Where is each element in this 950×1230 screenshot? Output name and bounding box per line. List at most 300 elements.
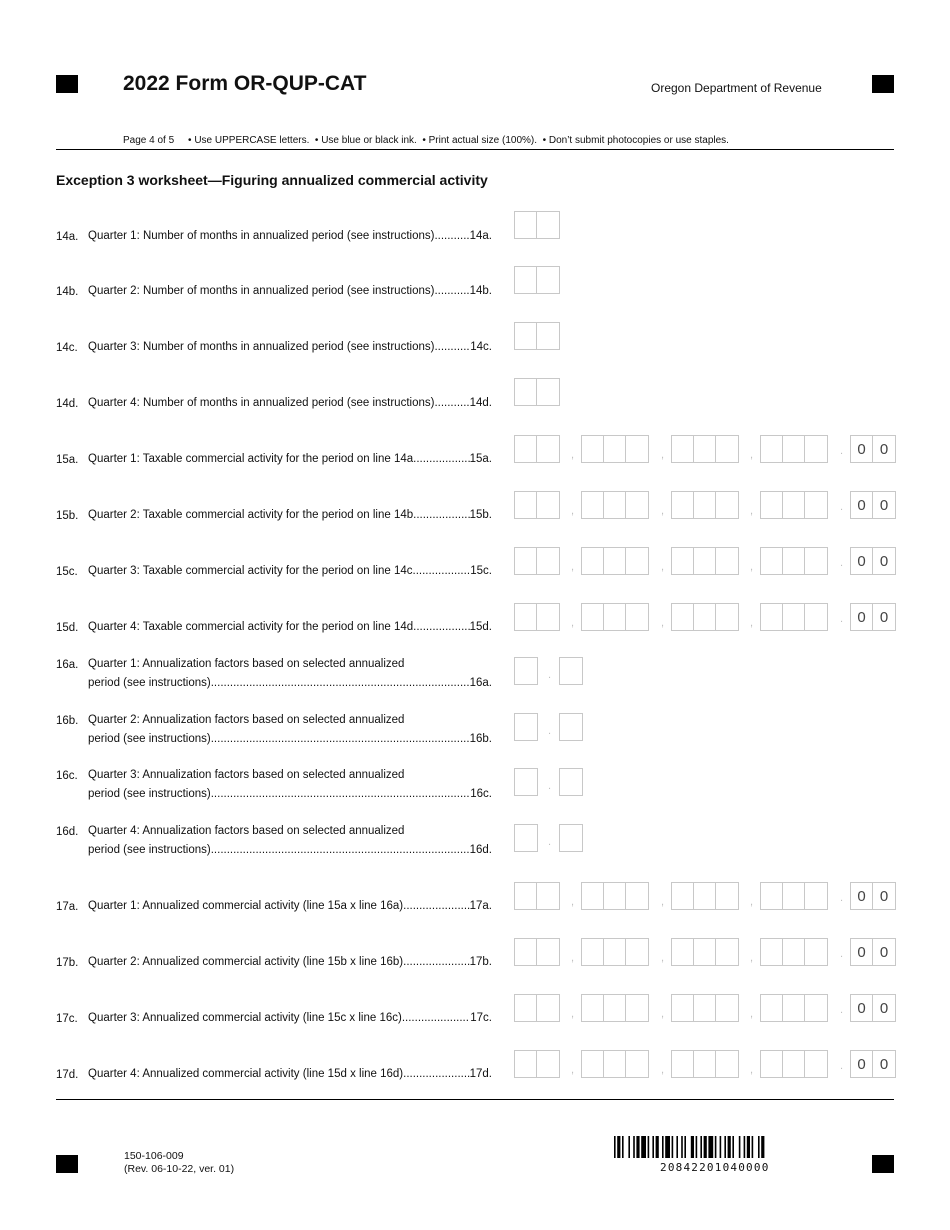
thousands-separator: , (571, 896, 575, 908)
factor-decimal-input[interactable] (559, 824, 583, 852)
factor-whole-input[interactable] (514, 657, 538, 685)
decimal-point: . (840, 445, 844, 457)
digit-box[interactable] (626, 492, 648, 518)
amount-millions-input[interactable] (514, 1050, 560, 1078)
footer-divider (56, 1099, 894, 1100)
amount-thousands-input[interactable] (671, 882, 739, 910)
line-description (88, 450, 492, 469)
line-text: Quarter 4: Taxable commercial activity for the period on line 14d (88, 621, 414, 633)
line-text: Quarter 1: Number of months in annualized period (see instructions) (88, 230, 435, 242)
digit-box[interactable] (761, 436, 783, 462)
months-input[interactable] (514, 322, 560, 350)
barcode-bar (739, 1136, 741, 1158)
barcode-bar (732, 1136, 734, 1158)
digit-box[interactable] (783, 1051, 805, 1077)
digit-box[interactable] (537, 212, 559, 238)
barcode-bar (708, 1136, 713, 1158)
digit-box[interactable] (626, 436, 648, 462)
barcode-bar (696, 1136, 698, 1158)
line-description (88, 338, 492, 357)
line-reference: 14b. (469, 285, 492, 297)
amount-millions-input[interactable] (514, 603, 560, 631)
factor-decimal-input[interactable] (559, 657, 583, 685)
digit-box[interactable] (672, 995, 694, 1021)
digit-box[interactable] (672, 883, 694, 909)
amount-cents (850, 491, 896, 519)
digit-box[interactable] (783, 883, 805, 909)
line-reference: 15d. (469, 621, 492, 633)
barcode-bar (652, 1136, 654, 1158)
line-description-main (88, 450, 492, 469)
digit-box[interactable] (537, 267, 559, 293)
amount-cents (850, 994, 896, 1022)
line-reference: 14a. (469, 230, 492, 242)
barcode-bar (724, 1136, 726, 1158)
line-number: 14d. (56, 398, 79, 410)
digit-box[interactable] (694, 436, 716, 462)
digit-box[interactable] (783, 436, 805, 462)
amount-thousands-input[interactable] (671, 435, 739, 463)
digit-box[interactable] (672, 939, 694, 965)
digit-box[interactable] (560, 825, 582, 851)
thousands-separator: , (750, 449, 754, 461)
digit-box[interactable] (805, 604, 827, 630)
thousands-separator: , (750, 1008, 754, 1020)
barcode-bar (622, 1136, 624, 1158)
decimal-point: . (840, 501, 844, 513)
digit-box[interactable] (626, 604, 648, 630)
form-revision-info (124, 1150, 234, 1176)
digit-box[interactable] (537, 492, 559, 518)
barcode-bar (758, 1136, 760, 1158)
barcode-bar (681, 1136, 683, 1158)
line-description-main (88, 562, 492, 581)
barcode-bar (662, 1136, 664, 1158)
line-text: period (see instructions) (88, 677, 211, 689)
dot-leader (211, 674, 470, 693)
line-number: 14a. (56, 231, 79, 243)
decimal-point: . (548, 669, 552, 681)
line-number: 17d. (56, 1069, 79, 1081)
digit-box[interactable] (761, 883, 783, 909)
thousands-separator: , (571, 449, 575, 461)
digit-box[interactable] (537, 323, 559, 349)
amount-hundreds-input[interactable] (760, 1050, 828, 1078)
line-text: Quarter 3: Number of months in annualized period (see instructions) (88, 341, 435, 353)
factor-whole-input[interactable] (514, 824, 538, 852)
digit-box[interactable] (582, 548, 604, 574)
decimal-point: . (840, 613, 844, 625)
dot-leader (403, 1065, 469, 1084)
digit-box[interactable] (537, 995, 559, 1021)
digit-box[interactable] (694, 939, 716, 965)
digit-box[interactable] (604, 883, 626, 909)
cents-digit: 0 (851, 883, 873, 909)
digit-box[interactable] (805, 883, 827, 909)
line-description-first (88, 655, 492, 674)
amount-thousands-input[interactable] (671, 603, 739, 631)
digit-box[interactable] (761, 492, 783, 518)
amount-hundred-thousands-input[interactable] (581, 435, 649, 463)
barcode-bar (656, 1136, 659, 1158)
months-input[interactable] (514, 211, 560, 239)
digit-box[interactable] (515, 212, 537, 238)
cents-digit: 0 (851, 604, 873, 630)
amount-hundred-thousands-input[interactable] (581, 994, 649, 1022)
line-description-main (88, 394, 492, 413)
digit-box[interactable] (515, 769, 537, 795)
barcode-bar (720, 1136, 722, 1158)
digit-box[interactable] (626, 1051, 648, 1077)
digit-box[interactable] (582, 436, 604, 462)
amount-hundred-thousands-input[interactable] (581, 603, 649, 631)
digit-box[interactable] (604, 548, 626, 574)
barcode-bar (617, 1136, 620, 1158)
digit-box[interactable] (515, 714, 537, 740)
digit-box[interactable] (783, 939, 805, 965)
digit-box[interactable] (515, 883, 537, 909)
amount-thousands-input[interactable] (671, 1050, 739, 1078)
amount-hundreds-input[interactable] (760, 882, 828, 910)
digit-box[interactable] (537, 548, 559, 574)
line-description (88, 655, 492, 693)
decimal-point: . (840, 557, 844, 569)
digit-box[interactable] (604, 1051, 626, 1077)
line-description (88, 711, 492, 749)
digit-box[interactable] (604, 995, 626, 1021)
digit-box[interactable] (604, 492, 626, 518)
factor-whole-input[interactable] (514, 713, 538, 741)
cents-digit: 0 (879, 440, 889, 458)
line-reference: 17c. (470, 1012, 492, 1024)
cents-digit: 0 (879, 608, 889, 626)
thousands-separator: , (750, 505, 754, 517)
digit-box[interactable] (582, 883, 604, 909)
digit-box[interactable] (716, 604, 738, 630)
barcode-bar (747, 1136, 750, 1158)
line-description-main (88, 227, 492, 246)
factor-decimal-input[interactable] (559, 768, 583, 796)
line-description (88, 618, 492, 637)
line-description (88, 1009, 492, 1028)
cents-digit: 0 (851, 995, 873, 1021)
line-reference: 16a. (469, 677, 492, 689)
digit-box[interactable] (515, 658, 537, 684)
digit-box[interactable] (783, 492, 805, 518)
line-description-main (88, 897, 492, 916)
line-text: Quarter 1: Annualized commercial activity (line 15a x line 16a) (88, 900, 404, 912)
line-reference: 15b. (469, 509, 492, 521)
amount-hundreds-input[interactable] (760, 994, 828, 1022)
digit-box[interactable] (694, 548, 716, 574)
dot-leader (434, 394, 469, 413)
amount-cents (850, 938, 896, 966)
digit-box[interactable] (805, 548, 827, 574)
digit-box[interactable] (672, 1051, 694, 1077)
thousands-separator: , (571, 561, 575, 573)
digit-box[interactable] (515, 267, 537, 293)
amount-cents (850, 882, 896, 910)
line-number: 15c. (56, 566, 78, 578)
digit-box[interactable] (761, 995, 783, 1021)
line-description-first (88, 822, 492, 841)
amount-cents (850, 1050, 896, 1078)
digit-box[interactable] (761, 548, 783, 574)
dot-leader (403, 953, 469, 972)
cents-digit: 0 (879, 999, 889, 1017)
digit-box[interactable] (582, 492, 604, 518)
agency-name: Oregon Department of Revenue (651, 81, 822, 95)
amount-thousands-input[interactable] (671, 994, 739, 1022)
digit-box[interactable] (515, 1051, 537, 1077)
amount-thousands-input[interactable] (671, 547, 739, 575)
line-description (88, 506, 492, 525)
barcode-bar (700, 1136, 702, 1158)
line-description (88, 953, 492, 972)
line-description-first (88, 711, 492, 730)
digit-box[interactable] (761, 604, 783, 630)
line-number: 17c. (56, 1013, 78, 1025)
digit-box[interactable] (560, 769, 582, 795)
digit-box[interactable] (716, 548, 738, 574)
digit-box[interactable] (716, 939, 738, 965)
line-reference: 16b. (469, 733, 492, 745)
line-description-main (88, 1009, 492, 1028)
dot-leader (413, 450, 469, 469)
digit-box[interactable] (515, 939, 537, 965)
digit-box[interactable] (560, 658, 582, 684)
thousands-separator: , (571, 952, 575, 964)
digit-box[interactable] (604, 604, 626, 630)
digit-box[interactable] (716, 995, 738, 1021)
amount-millions-input[interactable] (514, 994, 560, 1022)
thousands-separator: , (750, 952, 754, 964)
thousands-separator: , (750, 896, 754, 908)
dot-leader (403, 897, 469, 916)
digit-box[interactable] (694, 604, 716, 630)
digit-box[interactable] (515, 323, 537, 349)
amount-hundreds-input[interactable] (760, 603, 828, 631)
header-divider (56, 149, 894, 150)
thousands-separator: , (661, 952, 665, 964)
dot-leader (211, 841, 470, 860)
revision-date: (Rev. 06-10-22, ver. 01) (124, 1163, 235, 1175)
digit-box[interactable] (694, 883, 716, 909)
cents-digit: 0 (851, 1051, 873, 1077)
digit-box[interactable] (515, 825, 537, 851)
thousands-separator: , (661, 505, 665, 517)
digit-box[interactable] (626, 883, 648, 909)
registration-mark-bottom-left (56, 1155, 78, 1173)
amount-hundred-thousands-input[interactable] (581, 1050, 649, 1078)
thousands-separator: , (661, 561, 665, 573)
line-description-main (88, 1065, 492, 1084)
digit-box[interactable] (805, 995, 827, 1021)
line-reference: 14c. (470, 341, 492, 353)
digit-box[interactable] (694, 492, 716, 518)
digit-box[interactable] (716, 883, 738, 909)
amount-millions-input[interactable] (514, 547, 560, 575)
amount-thousands-input[interactable] (671, 938, 739, 966)
amount-hundreds-input[interactable] (760, 547, 828, 575)
factor-decimal-input[interactable] (559, 713, 583, 741)
line-description-main (88, 282, 492, 301)
cents-digit: 0 (851, 436, 873, 462)
months-input[interactable] (514, 266, 560, 294)
digit-box[interactable] (537, 939, 559, 965)
line-description-main (88, 841, 492, 860)
decimal-point: . (840, 1004, 844, 1016)
line-number: 17b. (56, 957, 79, 969)
digit-box[interactable] (672, 492, 694, 518)
line-text: Quarter 1: Taxable commercial activity for the period on line 14a (88, 453, 414, 465)
line-description (88, 1065, 492, 1084)
barcode-bar (761, 1136, 764, 1158)
digit-box[interactable] (672, 604, 694, 630)
amount-hundreds-input[interactable] (760, 938, 828, 966)
digit-box[interactable] (515, 604, 537, 630)
line-description-first (88, 766, 492, 785)
digit-box[interactable] (537, 604, 559, 630)
amount-millions-input[interactable] (514, 882, 560, 910)
digit-box[interactable] (672, 548, 694, 574)
digit-box[interactable] (805, 436, 827, 462)
amount-hundred-thousands-input[interactable] (581, 547, 649, 575)
line-number: 15d. (56, 622, 79, 634)
barcode-bar (633, 1136, 635, 1158)
barcode-bar (636, 1136, 639, 1158)
line-description (88, 897, 492, 916)
months-input[interactable] (514, 378, 560, 406)
digit-box[interactable] (537, 883, 559, 909)
amount-millions-input[interactable] (514, 491, 560, 519)
digit-box[interactable] (515, 995, 537, 1021)
line-reference: 16c. (470, 788, 492, 800)
registration-mark-bottom-right (872, 1155, 894, 1173)
digit-box[interactable] (716, 1051, 738, 1077)
page-instructions: Page 4 of 5 • Use UPPERCASE letters. • Use blue or black ink. • Print actual size (100%). • Don’t submit photocopies or use staples. (123, 135, 729, 146)
digit-box[interactable] (515, 436, 537, 462)
barcode-bar (704, 1136, 707, 1158)
thousands-separator: , (661, 1008, 665, 1020)
digit-box[interactable] (694, 995, 716, 1021)
digit-box[interactable] (537, 379, 559, 405)
digit-box[interactable] (783, 995, 805, 1021)
line-description (88, 766, 492, 804)
digit-box[interactable] (761, 1051, 783, 1077)
barcode-bar (684, 1136, 686, 1158)
amount-thousands-input[interactable] (671, 491, 739, 519)
line-description-main (88, 338, 492, 357)
line-number: 14c. (56, 342, 78, 354)
digit-box[interactable] (805, 939, 827, 965)
thousands-separator: , (661, 617, 665, 629)
dot-leader (434, 227, 469, 246)
decimal-point: . (840, 948, 844, 960)
digit-box[interactable] (672, 436, 694, 462)
line-text: period (see instructions) (88, 733, 211, 745)
digit-box[interactable] (515, 492, 537, 518)
amount-hundred-thousands-input[interactable] (581, 938, 649, 966)
registration-mark-top-right (872, 75, 894, 93)
line-text: Quarter 2: Annualization factors based on selected annualized (88, 714, 405, 726)
digit-box[interactable] (515, 548, 537, 574)
digit-box[interactable] (582, 995, 604, 1021)
thousands-separator: , (571, 617, 575, 629)
digit-box[interactable] (537, 436, 559, 462)
line-reference: 17a. (469, 900, 492, 912)
digit-box[interactable] (805, 1051, 827, 1077)
barcode-bar (648, 1136, 650, 1158)
digit-box[interactable] (560, 714, 582, 740)
digit-box[interactable] (626, 995, 648, 1021)
line-text: Quarter 2: Taxable commercial activity for the period on line 14b (88, 509, 414, 521)
digit-box[interactable] (761, 939, 783, 965)
amount-hundred-thousands-input[interactable] (581, 491, 649, 519)
amount-millions-input[interactable] (514, 938, 560, 966)
digit-box[interactable] (716, 436, 738, 462)
barcode-bar (691, 1136, 694, 1158)
digit-box[interactable] (716, 492, 738, 518)
line-description (88, 822, 492, 860)
line-text: Quarter 4: Number of months in annualized period (see instructions) (88, 397, 435, 409)
digit-box[interactable] (626, 939, 648, 965)
barcode-bar (672, 1136, 674, 1158)
thousands-separator: , (571, 1008, 575, 1020)
line-number: 16a. (56, 659, 79, 671)
decimal-point: . (548, 780, 552, 792)
line-text: Quarter 3: Annualization factors based on selected annualized (88, 769, 405, 781)
form-title: 2022 Form OR-QUP-CAT (123, 72, 367, 95)
barcode-bar (628, 1136, 630, 1158)
decimal-point: . (840, 1060, 844, 1072)
cents-digit: 0 (879, 496, 889, 514)
amount-cents (850, 547, 896, 575)
digit-box[interactable] (582, 939, 604, 965)
digit-box[interactable] (515, 379, 537, 405)
digit-box[interactable] (582, 604, 604, 630)
line-text: Quarter 2: Number of months in annualized period (see instructions) (88, 285, 435, 297)
digit-box[interactable] (604, 939, 626, 965)
amount-hundreds-input[interactable] (760, 435, 828, 463)
dot-leader (211, 785, 471, 804)
barcode-bar (614, 1136, 616, 1158)
barcode-bar (665, 1136, 670, 1158)
digit-box[interactable] (626, 548, 648, 574)
digit-box[interactable] (805, 492, 827, 518)
line-description (88, 562, 492, 581)
digit-box[interactable] (604, 436, 626, 462)
line-reference: 15a. (469, 453, 492, 465)
digit-box[interactable] (783, 548, 805, 574)
digit-box[interactable] (694, 1051, 716, 1077)
thousands-separator: , (750, 561, 754, 573)
barcode-bar (715, 1136, 717, 1158)
line-text: Quarter 3: Annualized commercial activity (line 15c x line 16c) (88, 1012, 402, 1024)
amount-millions-input[interactable] (514, 435, 560, 463)
line-number: 15b. (56, 510, 79, 522)
dot-leader (402, 1009, 470, 1028)
cents-digit: 0 (851, 492, 873, 518)
amount-hundred-thousands-input[interactable] (581, 882, 649, 910)
factor-whole-input[interactable] (514, 768, 538, 796)
amount-hundreds-input[interactable] (760, 491, 828, 519)
digit-box[interactable] (582, 1051, 604, 1077)
line-description-main (88, 730, 492, 749)
barcode-bar (728, 1136, 731, 1158)
digit-box[interactable] (783, 604, 805, 630)
digit-box[interactable] (537, 1051, 559, 1077)
